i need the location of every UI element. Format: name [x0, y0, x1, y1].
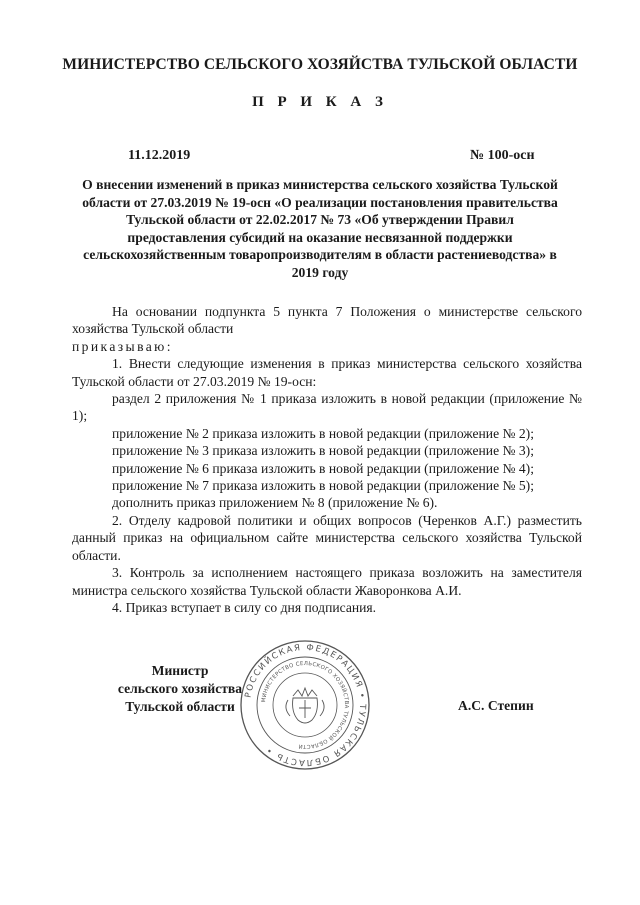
ministry-header: МИНИСТЕРСТВО СЕЛЬСКОГО ХОЗЯЙСТВА ТУЛЬСКОЙ ОБЛАСТИ — [62, 56, 578, 73]
item-4: 4. Приказ вступает в силу со дня подписания. — [112, 599, 377, 615]
item-2: 2. Отделу кадровой политики и общих вопросов (Черенков А.Г.) разместить данный приказ на официальном сайте министерства сельского хозяйства Тульской области. — [72, 512, 582, 563]
order-number: № 100-осн — [470, 148, 535, 163]
order-date: 11.12.2019 — [128, 148, 191, 163]
signatory-line-3: Тульской области — [125, 699, 235, 714]
subitem-4: приложение № 6 приказа изложить в новой редакции (приложение № 4); — [112, 460, 534, 476]
subitem-6: дополнить приказ приложением № 8 (приложение № 6). — [112, 495, 438, 511]
svg-text:МИНИСТЕРСТВО СЕЛЬСКОГО ХОЗЯЙСТ: МИНИСТЕРСТВО СЕЛЬСКОГО ХОЗЯЙСТВА ТУЛЬСКОЙ ОБЛАСТИ — [261, 660, 350, 750]
subitem-5: приложение № 7 приказа изложить в новой редакции (приложение № 5); — [112, 478, 534, 494]
subitem-2: приложение № 2 приказа изложить в новой редакции (приложение № 2); — [112, 425, 534, 441]
signatory-line-1: Министр — [151, 663, 209, 678]
subitem-3: приложение № 3 приказа изложить в новой редакции (приложение № 3); — [112, 443, 534, 459]
coat-of-arms-icon — [286, 688, 324, 723]
basis-paragraph: На основании подпункта 5 пункта 7 Положения о министерстве сельского хозяйства Тульской области — [72, 304, 582, 337]
item-3: 3. Контроль за исполнением настоящего приказа возложить на заместителя министра сельского хозяйства Тульской области Жаворонкова А.И. — [72, 565, 582, 598]
subitem-1: раздел 2 приложения № 1 приказа изложить в новой редакции (приложение № 1); — [72, 391, 582, 424]
order-body — [72, 303, 582, 616]
official-seal — [238, 638, 372, 772]
item-1: 1. Внести следующие изменения в приказ министерства сельского хозяйства Тульской области от 27.03.2019 № 19-осн: — [72, 356, 582, 389]
order-word: приказываю: — [72, 338, 173, 354]
signatory-name: А.С. Степин — [458, 698, 534, 713]
signatory-line-2: сельского хозяйства — [117, 681, 243, 696]
order-subject: О внесении изменений в приказ министерства сельского хозяйства Тульской области от 27.03.2019 № 19-осн «О реализации постановления правительства Тульской области от 22.02.2017 № 73 «Об утверждении Правил предоставления субсидий на оказание несвязанной поддержки сельскохозяйственным товаропроизводителям в области растениеводства» в 2019 году — [82, 177, 558, 280]
signatory-title — [100, 662, 260, 716]
svg-text:РОССИЙСКАЯ ФЕДЕРАЦИЯ • ТУЛЬСКА: РОССИЙСКАЯ ФЕДЕРАЦИЯ • ТУЛЬСКАЯ ОБЛАСТЬ • — [243, 642, 368, 768]
document-type-title: П Р И К А З — [252, 94, 388, 110]
